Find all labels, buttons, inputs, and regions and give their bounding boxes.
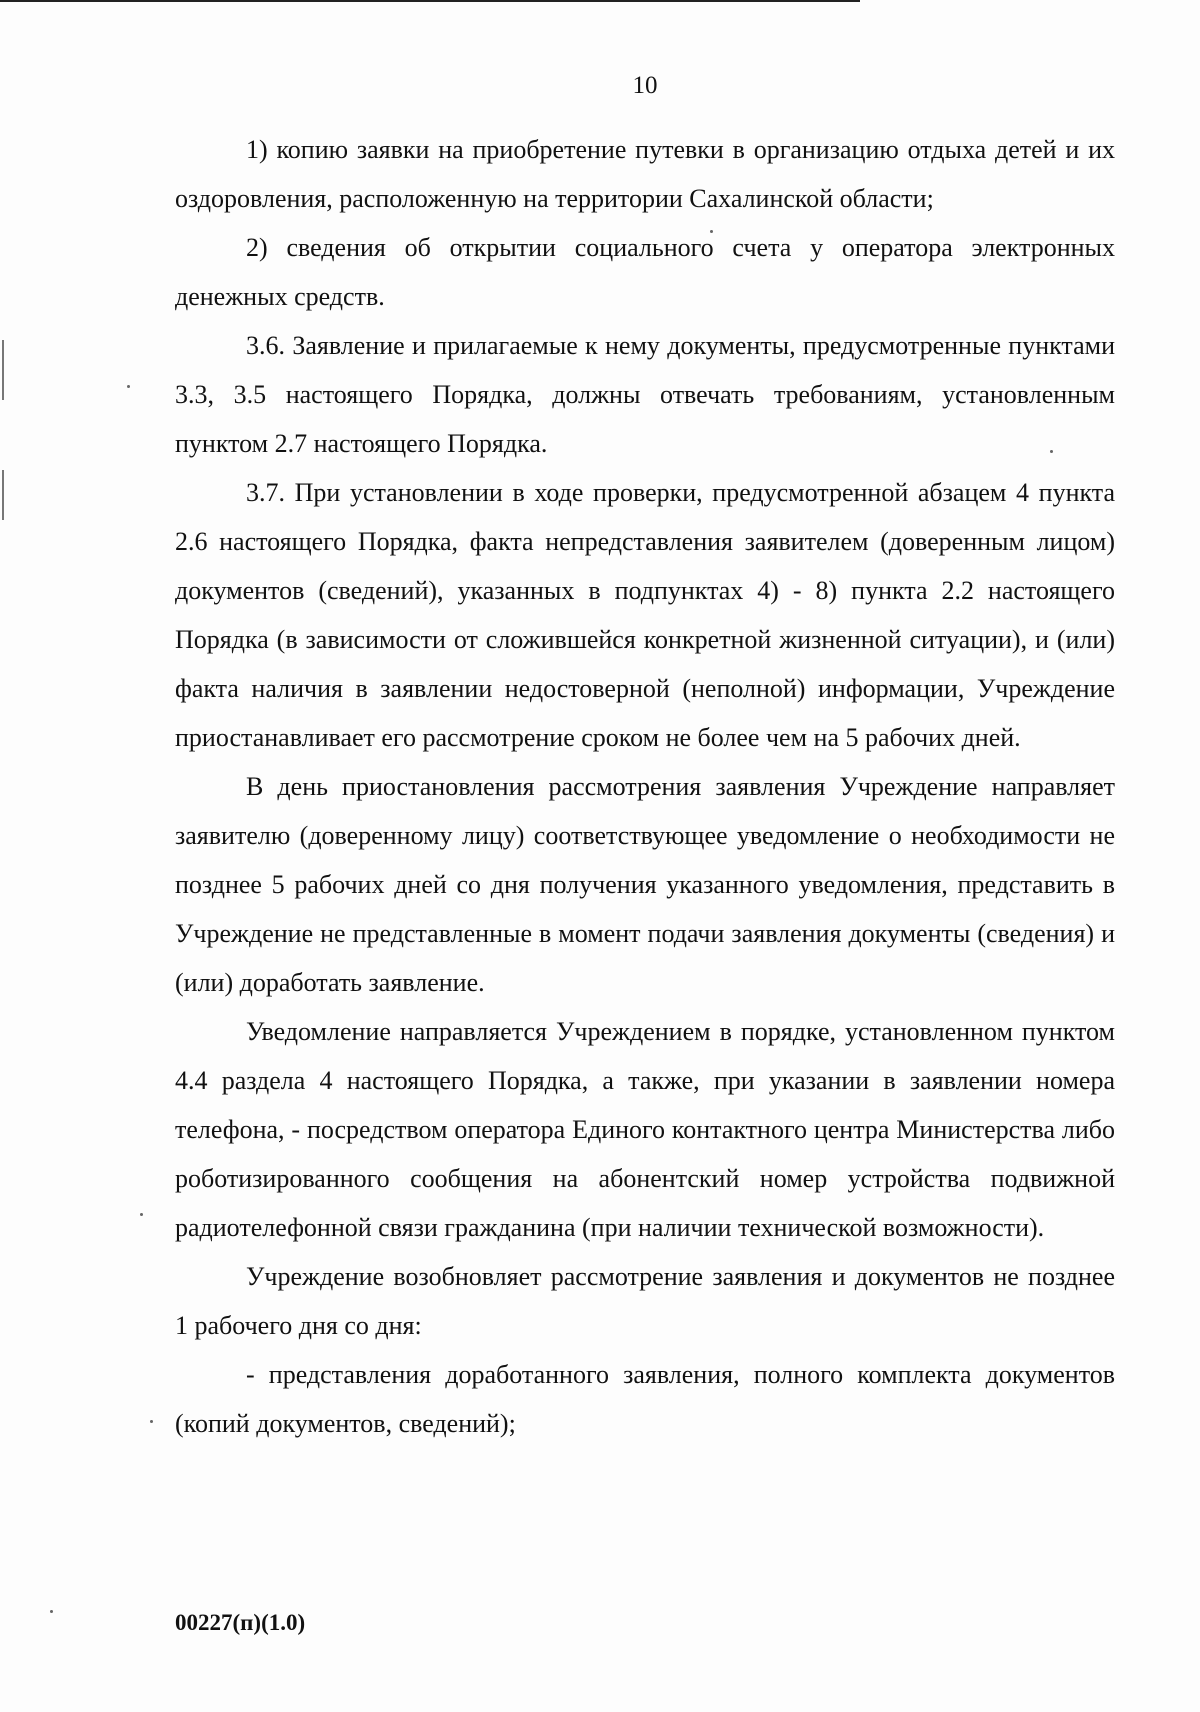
paragraph-item-1: 1) копию заявки на приобретение путевки в организацию отдыха детей и их оздоровления, расположенную на территории Сахалинской области; [175,135,1115,213]
document-code: 00227(п)(1.0) [175,1610,306,1635]
scan-speck [1050,450,1053,453]
paragraph-resumption: Учреждение возобновляет рассмотрение заявления и документов не позднее 1 рабочего дня со дня: [175,1262,1115,1340]
document-body [175,125,1115,1448]
page-number: 10 [632,72,658,99]
paragraph-dash-item: - представления доработанного заявления, полного комплекта документов (копий документов, сведений); [175,1360,1115,1438]
paragraph-suspension-notice: В день приостановления рассмотрения заявления Учреждение направляет заявителю (доверенному лицу) соответствующее уведомление о необходимости не позднее 5 рабочих дней со дня получения указанного уведомления, представить в Учреждение не представленные в момент подачи заявления документы (сведения) и (или) доработать заявление. [175,772,1115,997]
scan-edge-mark [2,470,4,520]
scan-speck [127,385,130,388]
scan-speck [50,1610,53,1613]
paragraph-notification-method: Уведомление направляется Учреждением в порядке, установленном пунктом 4.4 раздела 4 настоящего Порядка, а также, при указании в заявлении номера телефона, - посредством оператора Единого контактного центра Министерства либо роботизированного сообщения на абонентский номер устройства подвижной радиотелефонной связи гражданина (при наличии технической возможности). [175,1017,1115,1242]
scan-speck [140,1213,143,1216]
scan-speck [150,1420,153,1423]
scan-speck [710,230,713,233]
paragraph-section-3-7: 3.7. При установлении в ходе проверки, предусмотренной абзацем 4 пункта 2.6 настоящего Порядка, факта непредставления заявителем (доверенным лицом) документов (сведений), указанных в подпунктах 4) - 8) пункта 2.2 настоящего Порядка (в зависимости от сложившейся конкретной жизненной ситуации), и (или) факта наличия в заявлении недостоверной (неполной) информации, Учреждение приостанавливает его рассмотрение сроком не более чем на 5 рабочих дней. [175,478,1115,752]
paragraph-section-3-6: 3.6. Заявление и прилагаемые к нему документы, предусмотренные пунктами 3.3, 3.5 настоящего Порядка, должны отвечать требованиям, установленным пунктом 2.7 настоящего Порядка. [175,331,1115,458]
scan-edge-mark [2,340,4,400]
paragraph-item-2: 2) сведения об открытии социального счета у оператора электронных денежных средств. [175,233,1115,311]
scan-top-edge [0,0,860,2]
